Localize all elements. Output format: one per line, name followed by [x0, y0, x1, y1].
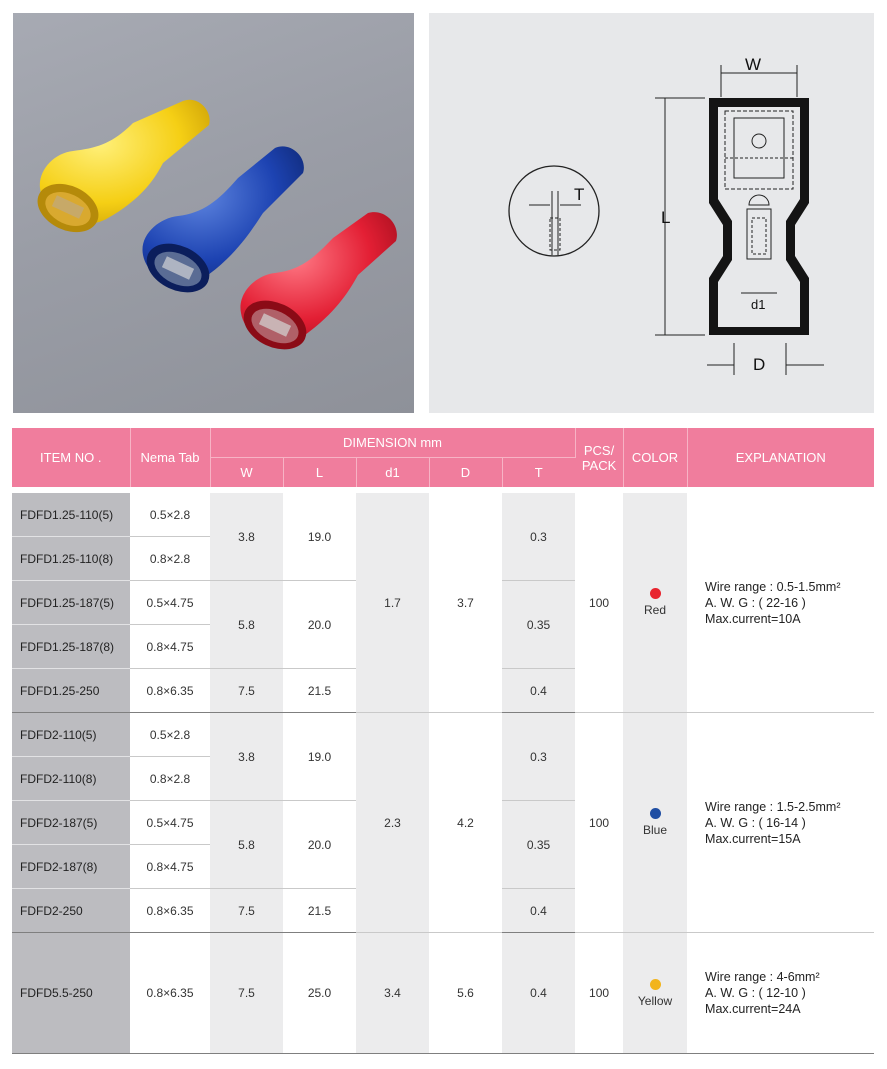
table-row — [12, 933, 874, 1054]
nema-tab-cell: 0.5×4.75 — [130, 581, 210, 625]
l-label: L — [661, 208, 671, 227]
d1-cell: 1.7 — [356, 493, 429, 713]
item-no-cell: FDFD2-187(8) — [12, 845, 130, 889]
color-cell — [623, 933, 687, 1054]
wire-range: Wire range : 4-6mm² — [705, 970, 820, 984]
t-cell: 0.4 — [502, 933, 575, 1054]
red-terminal — [236, 212, 397, 359]
awg: A. W. G : ( 12-10 ) — [705, 986, 806, 1000]
nema-tab-cell: 0.8×6.35 — [130, 889, 210, 933]
d-label: D — [753, 355, 766, 374]
color-cell — [623, 713, 687, 933]
item-no-cell: FDFD1.25-250 — [12, 669, 130, 713]
l-cell: 20.0 — [283, 801, 356, 889]
technical-drawing — [429, 13, 874, 413]
header-d1: d1 — [356, 457, 429, 487]
w-cell: 5.8 — [210, 801, 283, 889]
color-name: Yellow — [637, 993, 673, 1008]
nema-tab-cell: 0.5×2.8 — [130, 713, 210, 757]
awg: A. W. G : ( 16-14 ) — [705, 815, 806, 830]
header-color: COLOR — [623, 428, 687, 487]
t-cell: 0.4 — [502, 669, 575, 713]
color-name: Blue — [643, 823, 668, 837]
max-current: Max.current=24A — [705, 1002, 801, 1016]
color-name: Red — [644, 603, 667, 617]
explanation-cell — [687, 933, 874, 1054]
l-cell: 20.0 — [283, 581, 356, 669]
t-cell: 0.3 — [502, 713, 575, 801]
max-current: Max.current=10A — [705, 611, 801, 626]
header-explanation: EXPLANATION — [687, 428, 874, 487]
nema-tab-cell: 0.8×2.8 — [130, 757, 210, 801]
table-row — [12, 493, 874, 537]
item-no-cell: FDFD1.25-110(8) — [12, 537, 130, 581]
item-no-cell: FDFD2-250 — [12, 889, 130, 933]
item-no-cell: FDFD2-110(8) — [12, 757, 130, 801]
spec-table — [12, 428, 874, 1054]
d1-cell: 2.3 — [356, 713, 429, 933]
w-label: W — [745, 55, 762, 74]
header-dimension: DIMENSION mm — [210, 428, 575, 457]
header-item-no: ITEM NO . — [12, 428, 130, 487]
l-cell: 19.0 — [283, 493, 356, 581]
item-no-cell: FDFD2-110(5) — [12, 713, 130, 757]
terminals-photo-illustration — [13, 13, 414, 413]
t-cell: 0.4 — [502, 889, 575, 933]
nema-tab-cell: 0.8×4.75 — [130, 625, 210, 669]
t-cell: 0.35 — [502, 801, 575, 889]
w-cell: 7.5 — [210, 669, 283, 713]
nema-tab-cell: 0.8×6.35 — [130, 669, 210, 713]
product-photo — [13, 13, 414, 413]
l-cell: 25.0 — [283, 933, 356, 1054]
item-no-cell: FDFD5.5-250 — [12, 933, 130, 1054]
item-no-cell: FDFD1.25-187(8) — [12, 625, 130, 669]
header-w: W — [210, 457, 283, 487]
w-cell: 7.5 — [210, 889, 283, 933]
yellow-color-dot — [650, 979, 661, 990]
l-cell: 21.5 — [283, 669, 356, 713]
w-cell: 3.8 — [210, 493, 283, 581]
nema-tab-cell: 0.5×2.8 — [130, 493, 210, 537]
w-cell: 3.8 — [210, 713, 283, 801]
pcs-cell: 100 — [575, 713, 623, 933]
l-cell: 19.0 — [283, 713, 356, 801]
l-cell: 21.5 — [283, 889, 356, 933]
nema-tab-cell: 0.8×4.75 — [130, 845, 210, 889]
nema-tab-cell: 0.8×2.8 — [130, 537, 210, 581]
max-current: Max.current=15A — [705, 831, 801, 846]
red-color-dot — [650, 588, 661, 599]
pcs-cell: 100 — [575, 493, 623, 713]
t-cell: 0.3 — [502, 493, 575, 581]
item-no-cell: FDFD1.25-187(5) — [12, 581, 130, 625]
header-pcs-pack: PCS/ PACK — [575, 428, 623, 487]
w-cell: 7.5 — [210, 933, 283, 1054]
d-cell: 4.2 — [429, 713, 502, 933]
header-nema-tab: Nema Tab — [130, 428, 210, 487]
nema-tab-cell: 0.5×4.75 — [130, 801, 210, 845]
d-cell: 3.7 — [429, 493, 502, 713]
d1-cell: 3.4 — [356, 933, 429, 1054]
wire-range: Wire range : 1.5-2.5mm² — [705, 799, 841, 814]
explanation-cell — [687, 713, 874, 933]
header-d: D — [429, 457, 502, 487]
d-cell: 5.6 — [429, 933, 502, 1054]
d1-label: d1 — [751, 297, 766, 312]
t-label: T — [574, 185, 585, 204]
explanation-cell — [687, 493, 874, 713]
thickness-detail — [509, 166, 599, 256]
item-no-cell: FDFD1.25-110(5) — [12, 493, 130, 537]
t-cell: 0.35 — [502, 581, 575, 669]
pcs-cell: 100 — [575, 933, 623, 1054]
wire-range: Wire range : 0.5-1.5mm² — [705, 579, 841, 594]
awg: A. W. G : ( 22-16 ) — [705, 595, 806, 610]
header-l: L — [283, 457, 356, 487]
nema-tab-cell: 0.8×6.35 — [130, 933, 210, 1054]
dimension-diagram — [429, 13, 874, 413]
w-cell: 5.8 — [210, 581, 283, 669]
blue-color-dot — [650, 808, 661, 819]
table-row — [12, 713, 874, 757]
header-t: T — [502, 457, 575, 487]
item-no-cell: FDFD2-187(5) — [12, 801, 130, 845]
color-cell — [623, 493, 687, 713]
